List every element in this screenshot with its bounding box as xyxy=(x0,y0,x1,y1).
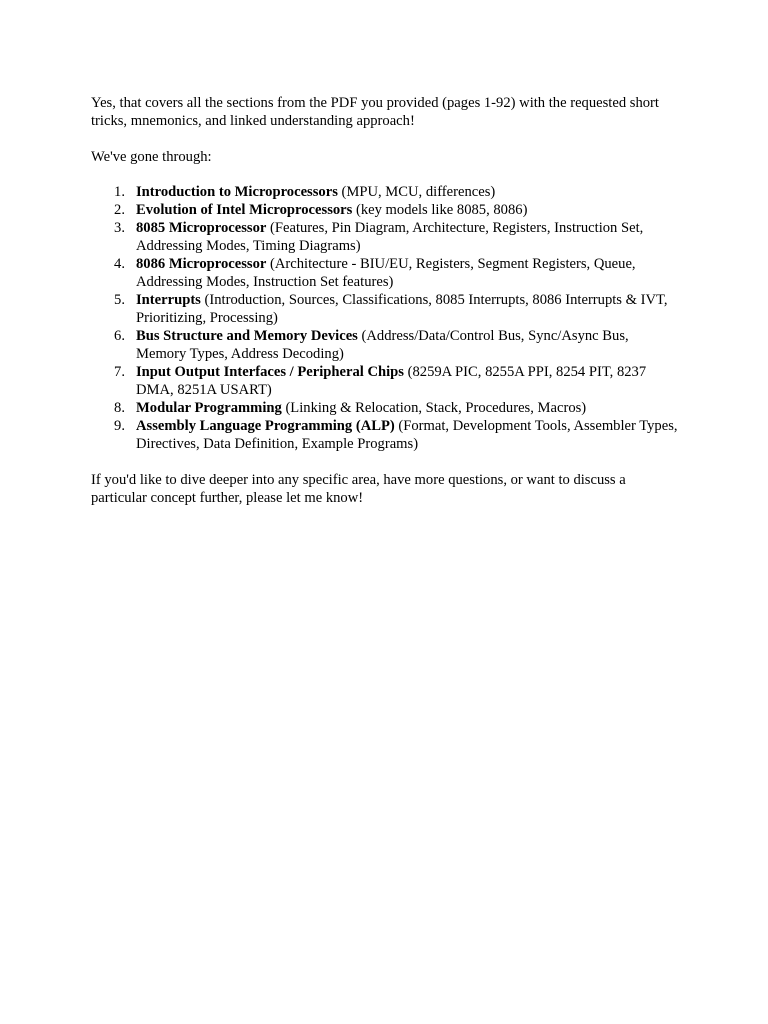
intro-paragraph: Yes, that covers all the sections from the PDF you provided (pages 1-92) with the requested short tricks, mnemonics, and linked understanding approach! xyxy=(91,95,659,129)
list-item-detail: (Architecture - BIU/EU, Registers, Segment Registers, Queue, Addressing Modes, Instruction Set features) xyxy=(136,256,636,290)
list-item-title: Introduction to Microprocessors xyxy=(136,184,338,200)
list-item-title: 8085 Microprocessor xyxy=(136,220,267,236)
document-page xyxy=(91,94,681,507)
list-item-detail: (key models like 8085, 8086) xyxy=(352,202,528,218)
list-item-detail: (Introduction, Sources, Classifications, 8085 Interrupts, 8086 Interrupts & IVT, Prioritizing, Processing) xyxy=(136,292,668,326)
list-item xyxy=(91,327,681,363)
list-item xyxy=(91,255,681,291)
list-item-detail: (Format, Development Tools, Assembler Types, Directives, Data Definition, Example Programs) xyxy=(136,418,678,452)
list-item-detail: (MPU, MCU, differences) xyxy=(337,184,496,200)
list-item-title: Input Output Interfaces / Peripheral Chips xyxy=(136,364,404,380)
list-item-number: 3. xyxy=(114,220,125,236)
list-item xyxy=(91,219,681,255)
list-item-number: 4. xyxy=(114,256,125,272)
list-item-title: Modular Programming xyxy=(136,400,282,416)
list-item-number: 7. xyxy=(114,364,125,380)
list-item xyxy=(91,291,681,327)
list-item-detail: (8259A PIC, 8255A PPI, 8254 PIT, 8237 DMA, 8251A USART) xyxy=(136,364,647,398)
list-item-detail: (Linking & Relocation, Stack, Procedures, Macros) xyxy=(281,400,587,416)
list-item-detail: (Features, Pin Diagram, Architecture, Registers, Instruction Set, Addressing Modes, Timing Diagrams) xyxy=(136,220,644,254)
list-item-number: 6. xyxy=(114,328,125,344)
list-item-title: Evolution of Intel Microprocessors xyxy=(136,202,353,218)
list-item-title: Bus Structure and Memory Devices xyxy=(136,328,358,344)
list-item-number: 8. xyxy=(114,400,125,416)
list-item-title: Interrupts xyxy=(136,292,201,308)
list-item-title: Assembly Language Programming (ALP) xyxy=(136,418,395,434)
closing-paragraph: If you'd like to dive deeper into any specific area, have more questions, or want to discuss a particular concept further, please let me know! xyxy=(91,472,626,506)
list-item xyxy=(91,399,681,417)
list-item-number: 2. xyxy=(114,202,125,218)
list-item xyxy=(91,183,681,201)
list-item-detail: (Address/Data/Control Bus, Sync/Async Bus, Memory Types, Address Decoding) xyxy=(136,328,629,362)
list-item-number: 1. xyxy=(114,184,125,200)
lead-paragraph: We've gone through: xyxy=(91,149,212,165)
list-item xyxy=(91,201,681,219)
list-item-number: 5. xyxy=(114,292,125,308)
list-item-title: 8086 Microprocessor xyxy=(136,256,267,272)
list-item-number: 9. xyxy=(114,418,125,434)
list-item xyxy=(91,417,681,453)
list-item xyxy=(91,363,681,399)
sections-list xyxy=(91,183,681,453)
